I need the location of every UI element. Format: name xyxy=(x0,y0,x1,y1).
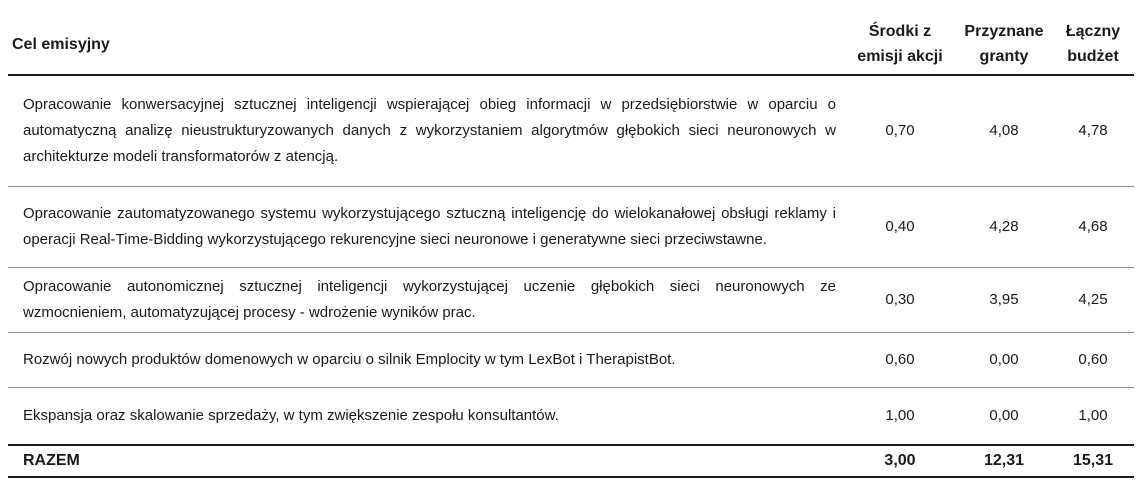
header-funds: Środki z emisji akcji xyxy=(844,14,956,75)
row-grants: 4,08 xyxy=(956,75,1052,187)
table-header-row xyxy=(8,14,1134,75)
total-funds: 3,00 xyxy=(844,445,956,477)
row-funds: 0,40 xyxy=(844,187,956,268)
row-grants: 0,00 xyxy=(956,333,1052,388)
row-budget: 4,25 xyxy=(1052,268,1134,333)
total-grants: 12,31 xyxy=(956,445,1052,477)
header-goal: Cel emisyjny xyxy=(8,14,844,75)
table-row xyxy=(8,187,1134,268)
row-goal: Opracowanie konwersacyjnej sztucznej inteligencji wspierającej obieg informacji w przedsiębiorstwie w oparciu o automatyczną analizę nieustrukturyzowanych danych z wykorzystaniem algorytmów głębokich sieci neuronowych w architekturze modeli transformatorów z atencją. xyxy=(8,75,844,187)
row-funds: 0,70 xyxy=(844,75,956,187)
table-total-row xyxy=(8,445,1134,477)
emission-goals-table xyxy=(8,14,1134,478)
table-row xyxy=(8,268,1134,333)
row-grants: 4,28 xyxy=(956,187,1052,268)
row-funds: 0,30 xyxy=(844,268,956,333)
row-goal: Ekspansja oraz skalowanie sprzedaży, w tym zwiększenie zespołu konsultantów. xyxy=(23,407,559,424)
row-goal: Opracowanie zautomatyzowanego systemu wykorzystującego sztuczną inteligencję do wielokanałowej obsługi reklamy i operacji Real-Time-Bidding wykorzystującego rekurencyjne sieci neuronowe i generatywne sieci przeciwstawne. xyxy=(8,187,844,268)
header-budget: Łączny budżet xyxy=(1052,14,1134,75)
row-budget: 1,00 xyxy=(1078,407,1108,424)
table-row xyxy=(8,75,1134,187)
row-budget: 0,60 xyxy=(1052,333,1134,388)
row-goal: Opracowanie autonomicznej sztucznej inteligencji wykorzystującej uczenie głębokich sieci neuronowych ze wzmocnieniem, automatyzującej procesy - wdrożenie wyników prac. xyxy=(8,268,844,333)
row-grants: 3,95 xyxy=(956,268,1052,333)
row-funds: 1,00 xyxy=(885,407,915,424)
table-row xyxy=(8,388,1134,446)
header-grants: Przyznane granty xyxy=(956,14,1052,75)
row-budget: 4,68 xyxy=(1052,187,1134,268)
row-funds: 0,60 xyxy=(844,333,956,388)
row-budget: 4,78 xyxy=(1052,75,1134,187)
row-grants: 0,00 xyxy=(989,407,1019,424)
total-label: RAZEM xyxy=(8,445,844,477)
table-row xyxy=(8,333,1134,388)
row-goal: Rozwój nowych produktów domenowych w oparciu o silnik Emplocity w tym LexBot i TherapistBot. xyxy=(8,333,844,388)
total-budget: 15,31 xyxy=(1052,445,1134,477)
